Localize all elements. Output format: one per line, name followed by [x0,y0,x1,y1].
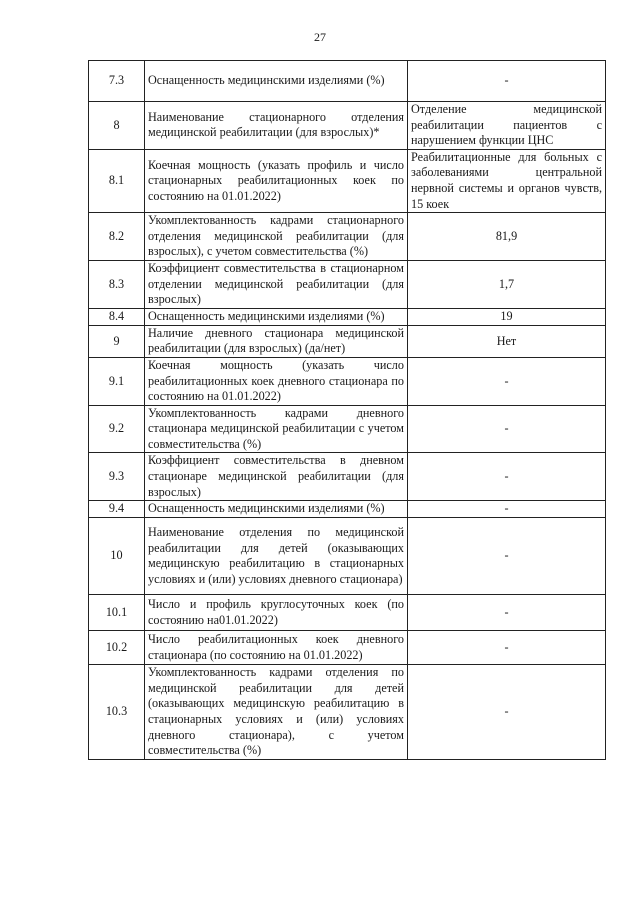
page-number: 27 [314,30,326,44]
row-value: 1,7 [408,260,606,308]
report-table [88,60,606,760]
row-description: Укомплектованность кадрами дневного стационара медицинской реабилитации с учетом совместительства (%) [145,405,408,453]
row-number: 10.3 [89,665,145,760]
table-row [89,501,606,518]
row-value: - [408,631,606,665]
table-row [89,260,606,308]
table-row [89,61,606,102]
row-description: Коэффициент совместительства в дневном стационаре медицинской реабилитации (для взрослых) [145,453,408,501]
row-description: Оснащенность медицинскими изделиями (%) [145,61,408,102]
table-row [89,405,606,453]
row-description: Укомплектованность кадрами стационарного отделения медицинской реабилитации (для взрослых), с учетом совместительства (%) [145,213,408,261]
row-value: - [408,405,606,453]
row-value: - [408,501,606,518]
row-number: 10.1 [89,595,145,631]
row-value: 19 [408,308,606,325]
table-row [89,595,606,631]
table-row [89,665,606,760]
row-number: 8.3 [89,260,145,308]
row-description: Коечная мощность (указать число реабилитационных коек дневного стационара по состоянию на 01.01.2022) [145,357,408,405]
row-description: Число реабилитационных коек дневного стационара (по состоянию на 01.01.2022) [145,631,408,665]
row-value: Отделение медицинской реабилитации пациентов с нарушением функции ЦНС [408,102,606,150]
row-description: Оснащенность медицинскими изделиями (%) [145,501,408,518]
table-row [89,102,606,150]
table-row [89,325,606,357]
row-value: - [408,453,606,501]
row-number: 8.2 [89,213,145,261]
row-description: Наличие дневного стационара медицинской реабилитации (для взрослых) (да/нет) [145,325,408,357]
row-value: - [408,357,606,405]
table-row [89,631,606,665]
row-number: 10 [89,518,145,595]
row-description: Коэффициент совместительства в стационарном отделении медицинской реабилитации (для взрослых) [145,260,408,308]
table-row [89,213,606,261]
table-row [89,518,606,595]
row-number: 9.3 [89,453,145,501]
row-value: Реабилитационные для больных с заболеваниями центральной нервной системы и органов чувств, 15 коек [408,149,606,212]
row-description: Число и профиль круглосуточных коек (по состоянию на01.01.2022) [145,595,408,631]
row-number: 9.1 [89,357,145,405]
row-description: Наименование стационарного отделения медицинской реабилитации (для взрослых)* [145,102,408,150]
row-value: Нет [408,325,606,357]
row-number: 9.4 [89,501,145,518]
row-number: 8 [89,102,145,150]
row-number: 9.2 [89,405,145,453]
row-value: 81,9 [408,213,606,261]
table-row [89,357,606,405]
row-description: Укомплектованность кадрами отделения по медицинской реабилитации для детей (оказывающих медицинскую реабилитацию в стационарных условиях и (или) условиях дневного стационара), с учетом совместительства (%) [145,665,408,760]
row-value: - [408,61,606,102]
row-description: Коечная мощность (указать профиль и число стационарных реабилитационных коек по состоянию на 01.01.2022) [145,149,408,212]
row-number: 10.2 [89,631,145,665]
row-number: 8.1 [89,149,145,212]
row-number: 9 [89,325,145,357]
row-number: 8.4 [89,308,145,325]
row-value: - [408,665,606,760]
row-description: Оснащенность медицинскими изделиями (%) [145,308,408,325]
row-value: - [408,595,606,631]
table-row [89,308,606,325]
row-value: - [408,518,606,595]
row-description: Наименование отделения по медицинской реабилитации для детей (оказывающих медицинскую реабилитацию в стационарных условиях и (или) условиях дневного стационара) [145,518,408,595]
table-row [89,149,606,212]
row-number: 7.3 [89,61,145,102]
table-row [89,453,606,501]
